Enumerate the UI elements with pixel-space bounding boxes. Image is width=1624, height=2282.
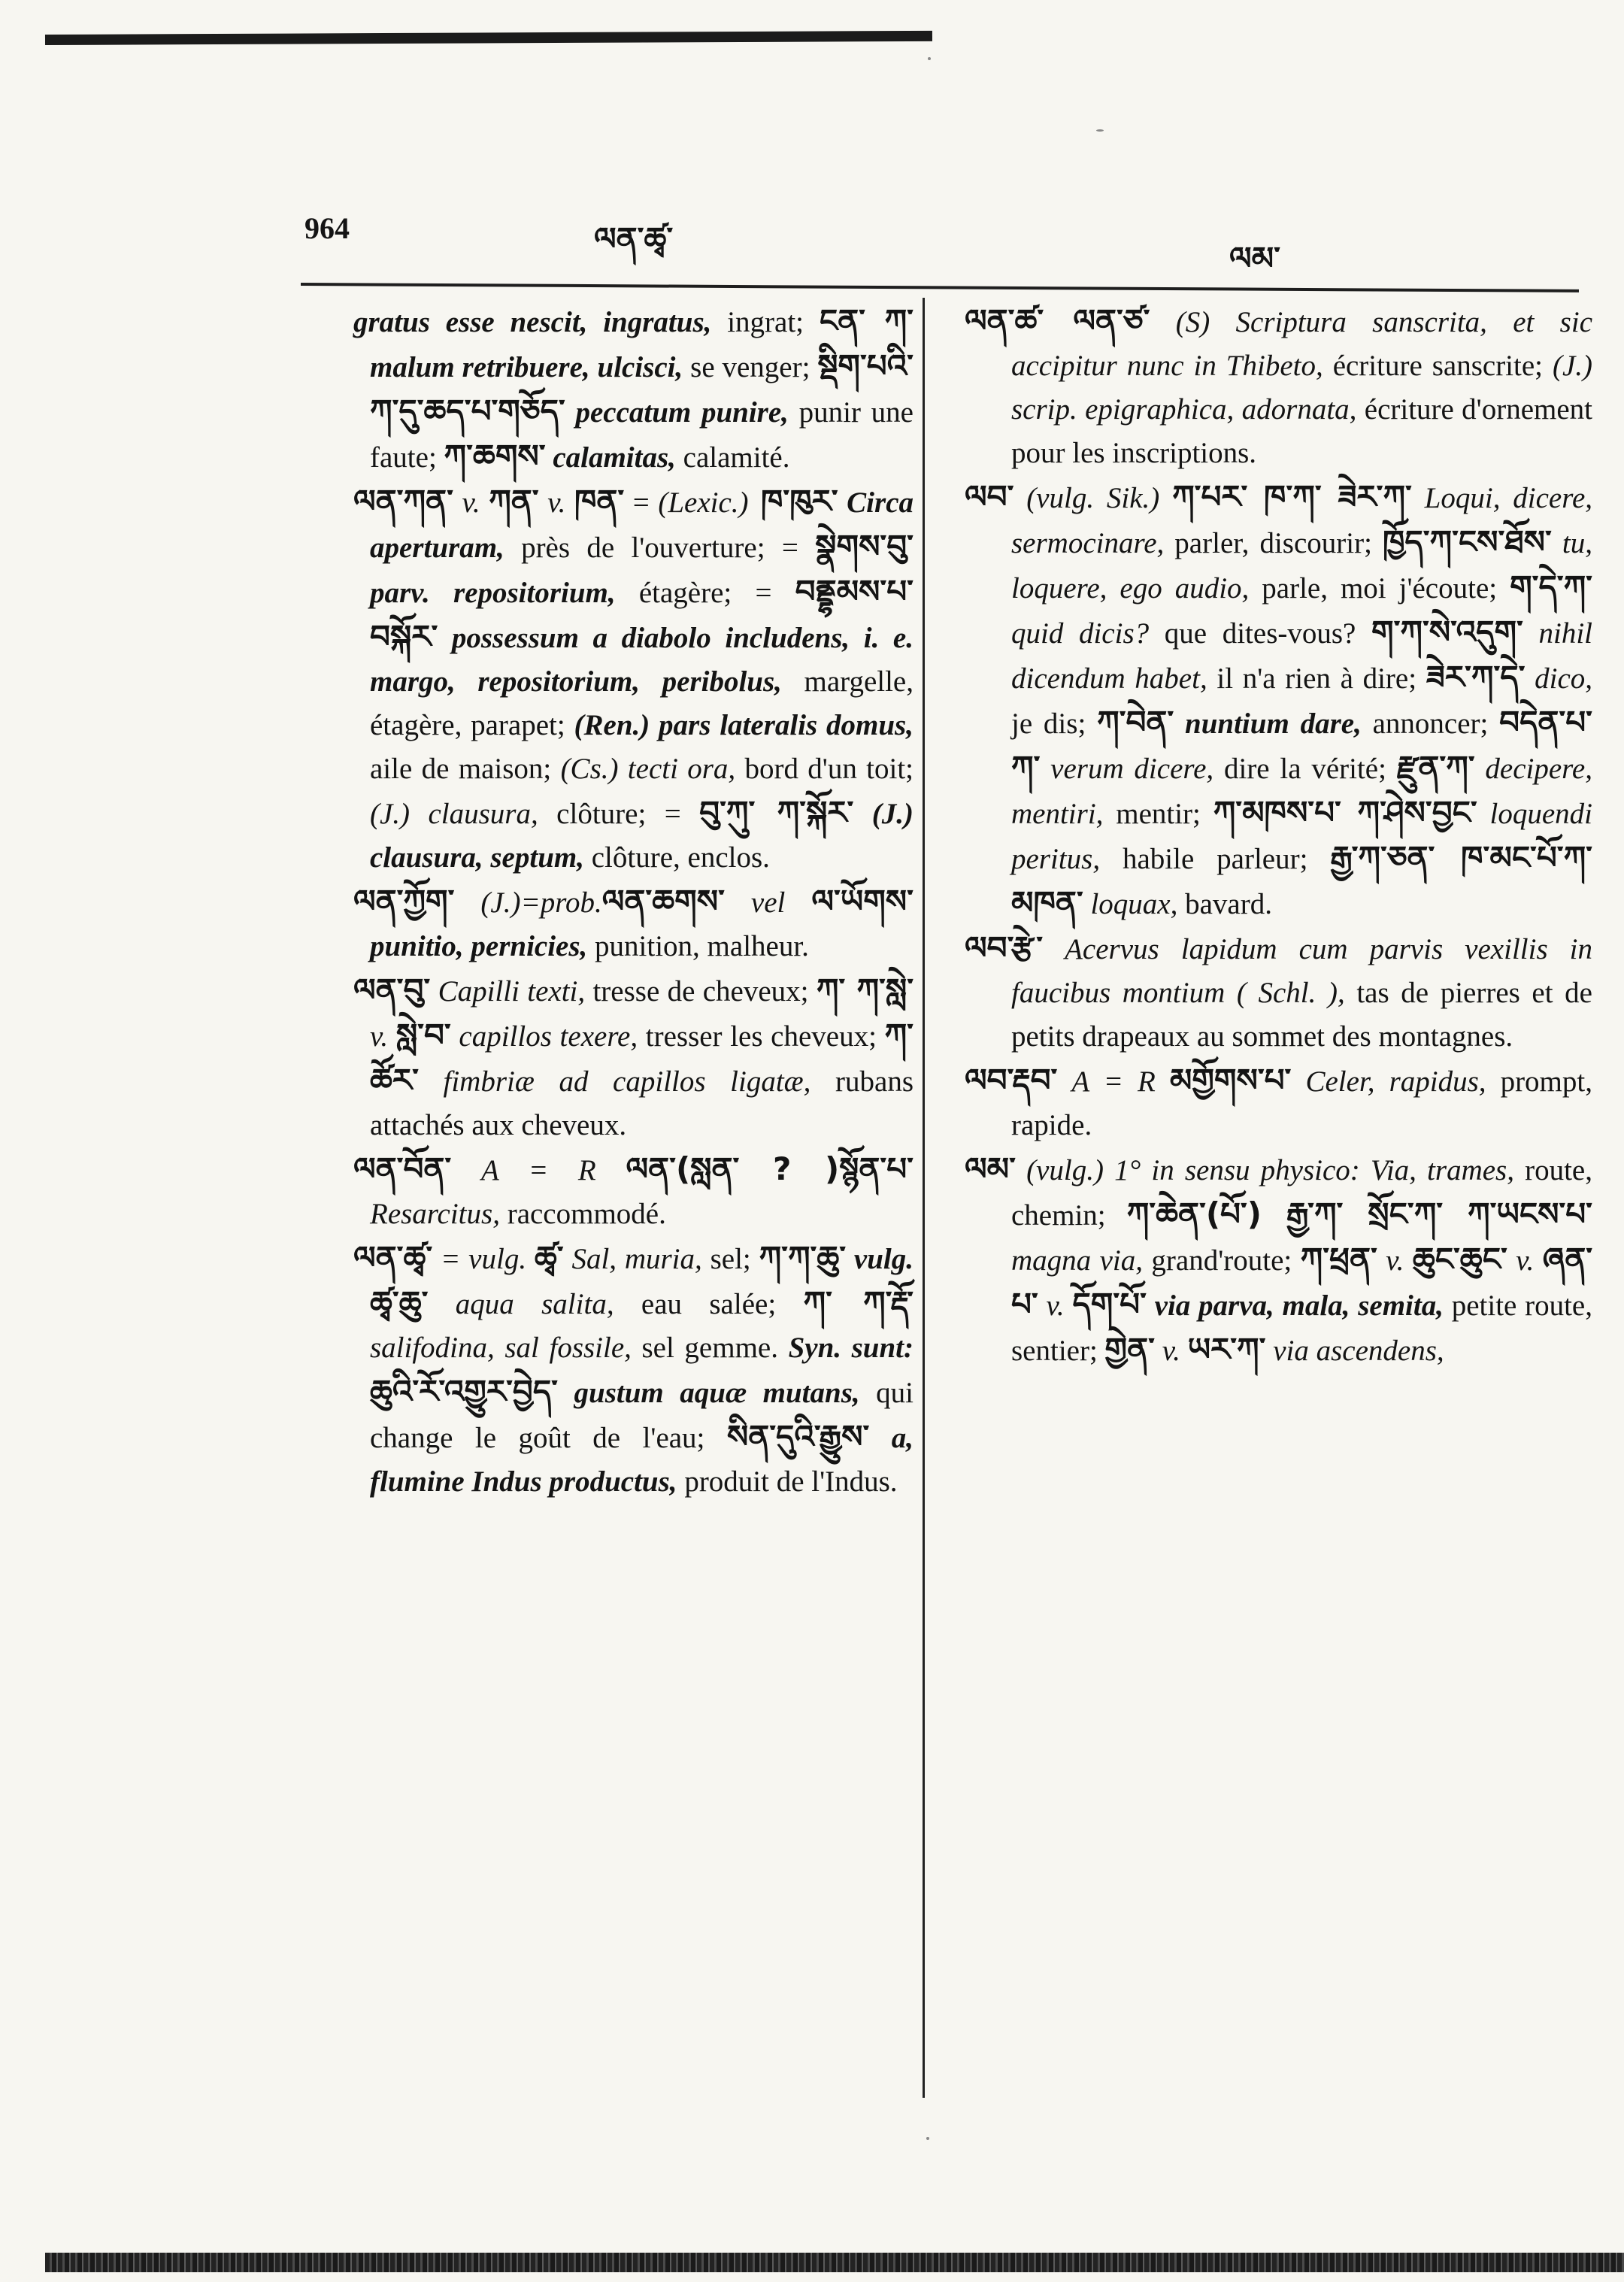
tibetan-term: ལབ་རྡབ་: [965, 1062, 1058, 1099]
latin-gloss: parv. repositorium,: [370, 577, 616, 609]
definition-text: parle, moi j'écoute;: [1249, 572, 1510, 605]
scan-edge-top: [45, 31, 932, 45]
scan-speck: [1096, 129, 1104, 132]
definition-text: se venger;: [683, 351, 818, 383]
latin-gloss: (S) Scriptura sanscrita, et sic accipitur nunc in Thibeto,: [1011, 306, 1592, 382]
definition-text: dire la vérité;: [1213, 753, 1397, 785]
definition-text: clôture; =: [538, 798, 700, 830]
dictionary-entry: [353, 880, 914, 968]
latin-gloss: magna via,: [1011, 1244, 1143, 1277]
definition-text: prompt, rapide.: [1011, 1065, 1592, 1141]
latin-gloss: Loqui, dicere, sermocinare,: [1011, 482, 1592, 559]
latin-gloss: malum retribuere, ulcisci,: [370, 351, 683, 383]
latin-gloss: v.: [453, 486, 489, 519]
definition-text: sel;: [701, 1243, 759, 1275]
definition-text: produit de l'Indus.: [677, 1465, 898, 1498]
latin-gloss: v.: [1154, 1335, 1188, 1367]
tibetan-term: སྡིག་པའི་ཀ་དུ་ཆད་པ་གཅོད་: [370, 347, 914, 429]
latin-gloss: nuntium dare,: [1174, 708, 1362, 740]
latin-gloss: Acervus lapidum cum parvis vexillis in faucibus montium ( Schl. ),: [1011, 933, 1592, 1009]
tibetan-term: ལམ་: [965, 1150, 1016, 1187]
latin-gloss: vulg.: [846, 1243, 914, 1275]
latin-gloss: salifodina, sal fossile,: [370, 1332, 632, 1364]
latin-gloss: Circa aperturam,: [370, 486, 914, 564]
tibetan-term: ཀ་ཆགས་: [444, 438, 546, 474]
latin-gloss: dico,: [1525, 662, 1593, 695]
latin-gloss: A = R: [451, 1154, 626, 1186]
latin-gloss: Capilli texti,: [430, 975, 586, 1008]
latin-gloss: Celer, rapidus,: [1291, 1065, 1486, 1098]
scan-speck: [926, 2137, 929, 2140]
definition-text: rubans attachés aux cheveux.: [370, 1065, 914, 1141]
definition-text: sel gemme.: [631, 1332, 789, 1364]
latin-gloss: (vulg. Sik.): [1013, 482, 1173, 514]
tibetan-term: ཀ་ ཀ་སླེ་: [816, 971, 914, 1008]
definition-text: =: [624, 486, 659, 519]
definition-text: tresser les cheveux;: [638, 1020, 885, 1053]
definition-text: bord d'un toit;: [735, 753, 914, 785]
scan-edge-bottom: [45, 2253, 1624, 2272]
latin-gloss: vel: [724, 886, 812, 919]
definition-text: qui change le goût de l'eau;: [370, 1377, 914, 1454]
column-divider: [923, 298, 925, 2098]
definition-text: margelle, étagère, parapet;: [370, 665, 914, 741]
latin-gloss: quid dicis?: [1011, 617, 1150, 650]
page-header: [297, 203, 1590, 278]
definition-text: parler, discourir;: [1164, 527, 1383, 559]
tibetan-term: མགྱོགས་པ་: [1169, 1062, 1292, 1099]
dictionary-entry: [965, 926, 1592, 1059]
definition-text: annoncer;: [1361, 708, 1500, 740]
definition-text: écriture d'ornement pour les inscriptions.: [1011, 393, 1592, 469]
definition-text: près de l'ouverture; =: [504, 532, 816, 564]
latin-gloss: (vulg.) 1° in sensu physico: Via, trames,: [1015, 1154, 1514, 1186]
tibetan-term: ཚྭ་: [534, 1239, 564, 1276]
tibetan-term: ལན་ཀྱོག་: [353, 883, 455, 920]
latin-gloss: v.: [1377, 1244, 1413, 1277]
latin-gloss: v.: [1038, 1289, 1073, 1322]
tibetan-term: ལ་ཡོགས་: [811, 883, 914, 920]
dictionary-entry: [965, 475, 1592, 926]
latin-gloss: verum dicere,: [1040, 753, 1214, 785]
tibetan-term: གྱེན་: [1104, 1331, 1155, 1368]
dictionary-entry: [965, 1147, 1592, 1373]
definition-text: raccommodé.: [499, 1198, 666, 1230]
latin-gloss: (J.) clausura, septum,: [370, 798, 914, 874]
latin-gloss: punitio, pernicies,: [370, 930, 588, 962]
latin-gloss: (J.) clausura,: [370, 798, 538, 830]
latin-gloss: capillos texere,: [450, 1020, 638, 1053]
latin-gloss: = vulg.: [432, 1243, 535, 1275]
tibetan-term: ལན་བུ་: [353, 971, 431, 1008]
tibetan-term: ཀ་ཆེན་(པོ་) རྒྱ་ཀ་ སྲོང་ཀ་ ཀ་ཡངས་པ་: [1126, 1196, 1592, 1232]
latin-gloss: v.: [538, 486, 574, 519]
definition-text: route, chemin;: [1011, 1154, 1592, 1232]
definition-text: que dites-vous?: [1149, 617, 1371, 650]
tibetan-term: ལན་བོན་: [353, 1150, 452, 1187]
latin-gloss: loquax,: [1083, 888, 1178, 920]
tibetan-term: ཞན་པ་: [1011, 1241, 1593, 1323]
tibetan-term: ཀ་བེན་: [1097, 704, 1174, 741]
definition-text: calamité.: [675, 441, 790, 474]
latin-gloss: (Cs.) tecti ora,: [560, 753, 736, 785]
tibetan-term: ཆུའི་རོ་འགྱུར་བྱེད་: [370, 1373, 558, 1410]
definition-text: bavard.: [1177, 888, 1272, 920]
latin-gloss: v.: [1507, 1244, 1543, 1277]
tibetan-term: བདེན་པ་ཀ་: [1011, 704, 1592, 786]
definition-text: aile de maison;: [370, 753, 561, 785]
tibetan-term: ཁྱོད་ཀ་ངས་ཐོས་: [1382, 523, 1552, 560]
latin-gloss: (Ren.) pars lateralis domus,: [574, 709, 914, 741]
definition-text: je dis;: [1011, 708, 1098, 740]
tibetan-term: ལན་ཚྭ་: [353, 1239, 433, 1276]
tibetan-term: སླེ་བ་: [395, 1017, 451, 1053]
tibetan-term: ཡར་ཀ་: [1187, 1331, 1266, 1368]
definition-text: écriture sanscrite;: [1323, 350, 1553, 382]
tibetan-term: ཀ་ ཀ་རྡོ་: [803, 1284, 914, 1321]
right-column: [965, 299, 1592, 1373]
latin-gloss: possessum a diabolo includens, i. e. margo, repositorium, peribolus,: [370, 622, 914, 698]
tibetan-term: ཀ་ཀ་ཆུ་: [759, 1239, 847, 1276]
definition-text: mentir;: [1103, 798, 1213, 830]
latin-gloss: aqua salita,: [428, 1288, 614, 1320]
left-column: [353, 299, 914, 1504]
definition-text: punition, malheur.: [587, 930, 809, 962]
tibetan-term: རྒྱ་ཀ་ཅན་ ཁ་མང་པོ་ཀ་མཁན་: [1011, 839, 1592, 921]
tibetan-term: སིན་དུའི་རྒྱུས་: [726, 1418, 870, 1455]
latin-gloss: via ascendens,: [1265, 1335, 1444, 1367]
latin-gloss: Sal, muria,: [563, 1243, 702, 1275]
definition-text: punir une faute;: [370, 396, 914, 474]
definition-text: tresse de cheveux;: [585, 975, 817, 1008]
tibetan-term: ཀན་: [489, 483, 539, 520]
tibetan-term: ལབ་: [965, 478, 1014, 515]
definition-text: tas de pierres et de petits drapeaux au sommet des montagnes.: [1011, 977, 1592, 1053]
latin-gloss: via parva, mala, semita,: [1146, 1289, 1444, 1322]
tibetan-term: ལབ་རྩེ་: [965, 929, 1044, 966]
definition-text: clôture, enclos.: [583, 841, 770, 874]
dictionary-entry: [353, 480, 914, 880]
definition-text: étagère; =: [615, 577, 795, 609]
tibetan-term: ཁ་ཁུར་: [748, 483, 838, 520]
latin-gloss: decipere, mentiri,: [1011, 753, 1592, 830]
tibetan-term: བནྡྷམས་པ་བསྐོར་: [370, 573, 914, 655]
tibetan-term: ཀ་ཕྲན་: [1300, 1241, 1377, 1277]
tibetan-term: ངན་ ཀ་: [819, 302, 914, 339]
latin-gloss: fimbriæ ad capillos ligatæ,: [418, 1065, 811, 1098]
dictionary-entry: [353, 968, 914, 1147]
definition-text: ingrat;: [711, 306, 820, 338]
dictionary-entry: [353, 299, 914, 480]
tibetan-term: ཀ་ཚོར་: [370, 1017, 914, 1099]
dictionary-entry: [353, 1236, 914, 1504]
latin-gloss: tu, loquere, ego audio,: [1011, 527, 1592, 605]
tibetan-term: དོག་པོ་: [1072, 1286, 1147, 1323]
definition-text: il n'a rien à dire;: [1207, 662, 1426, 695]
definition-text: grand'route;: [1143, 1244, 1301, 1277]
latin-gloss: Syn. sunt:: [788, 1332, 914, 1364]
page-number: 964: [304, 211, 350, 245]
latin-gloss: Resarcitus,: [370, 1198, 500, 1230]
latin-gloss: a, flumine Indus productus,: [370, 1422, 914, 1498]
tibetan-term: ཀ་མཁས་པ་ ཀ་ཤེས་བྱང་: [1213, 794, 1477, 831]
dictionary-entry: [965, 1059, 1592, 1147]
scan-speck: [928, 57, 931, 60]
running-head-left: ལན་ཚྭ་: [594, 220, 674, 257]
running-head-right: ལམ་: [1229, 240, 1280, 277]
tibetan-term: སྣེགས་བུ་: [815, 528, 914, 565]
tibetan-term: ལན་ཚ་ ལན་ཙ་: [965, 302, 1150, 339]
tibetan-term: ཆུང་ཆུང་: [1412, 1241, 1507, 1277]
header-rule: [301, 283, 1579, 292]
tibetan-term: ཚྭ་ཆུ་: [370, 1284, 429, 1321]
latin-gloss: gratus esse nescit, ingratus,: [353, 306, 712, 338]
dictionary-entry: [353, 1147, 914, 1236]
latin-gloss: loquendi peritus,: [1011, 798, 1592, 875]
latin-gloss: calamitas,: [545, 441, 676, 474]
latin-gloss: v.: [370, 1020, 396, 1053]
latin-gloss: (J.)=prob.: [454, 886, 602, 919]
latin-gloss: (Lexic.): [658, 486, 749, 519]
latin-gloss: nihil dicendum habet,: [1011, 617, 1593, 695]
tibetan-term: ག་ཀ་སེ་འདུག་: [1371, 614, 1523, 650]
tibetan-term: ག་དེ་ཀ་: [1510, 568, 1592, 605]
tibetan-term: ཀ་པར་ ཁ་ཀ་ ཟེར་ཀ་: [1172, 478, 1412, 515]
tibetan-term: ལན་ཀན་: [353, 483, 453, 520]
definition-text: petite route, sentier;: [1011, 1289, 1592, 1367]
dictionary-entry: [965, 299, 1592, 475]
latin-gloss: gustum aquæ mutans,: [557, 1377, 860, 1409]
latin-gloss: (J.) scrip. epigraphica, adornata,: [1011, 350, 1592, 426]
tibetan-term: ཁན་: [574, 483, 625, 520]
tibetan-term: ལན་ཆགས་: [601, 883, 725, 920]
definition-text: eau salée;: [614, 1288, 804, 1320]
tibetan-term: ཟེར་ཀ་དེ་: [1426, 659, 1526, 696]
tibetan-term: བུ་ཀུ་ ཀ་སྐོར་: [699, 794, 854, 831]
latin-gloss: peccatum punire,: [565, 396, 789, 429]
latin-gloss: A = R: [1057, 1065, 1170, 1098]
definition-text: habile parleur;: [1100, 843, 1331, 875]
tibetan-term: ལན་(སླན་ ? )སྙོན་པ་: [626, 1150, 914, 1187]
tibetan-term: རྫུན་ཀ་: [1396, 749, 1475, 786]
